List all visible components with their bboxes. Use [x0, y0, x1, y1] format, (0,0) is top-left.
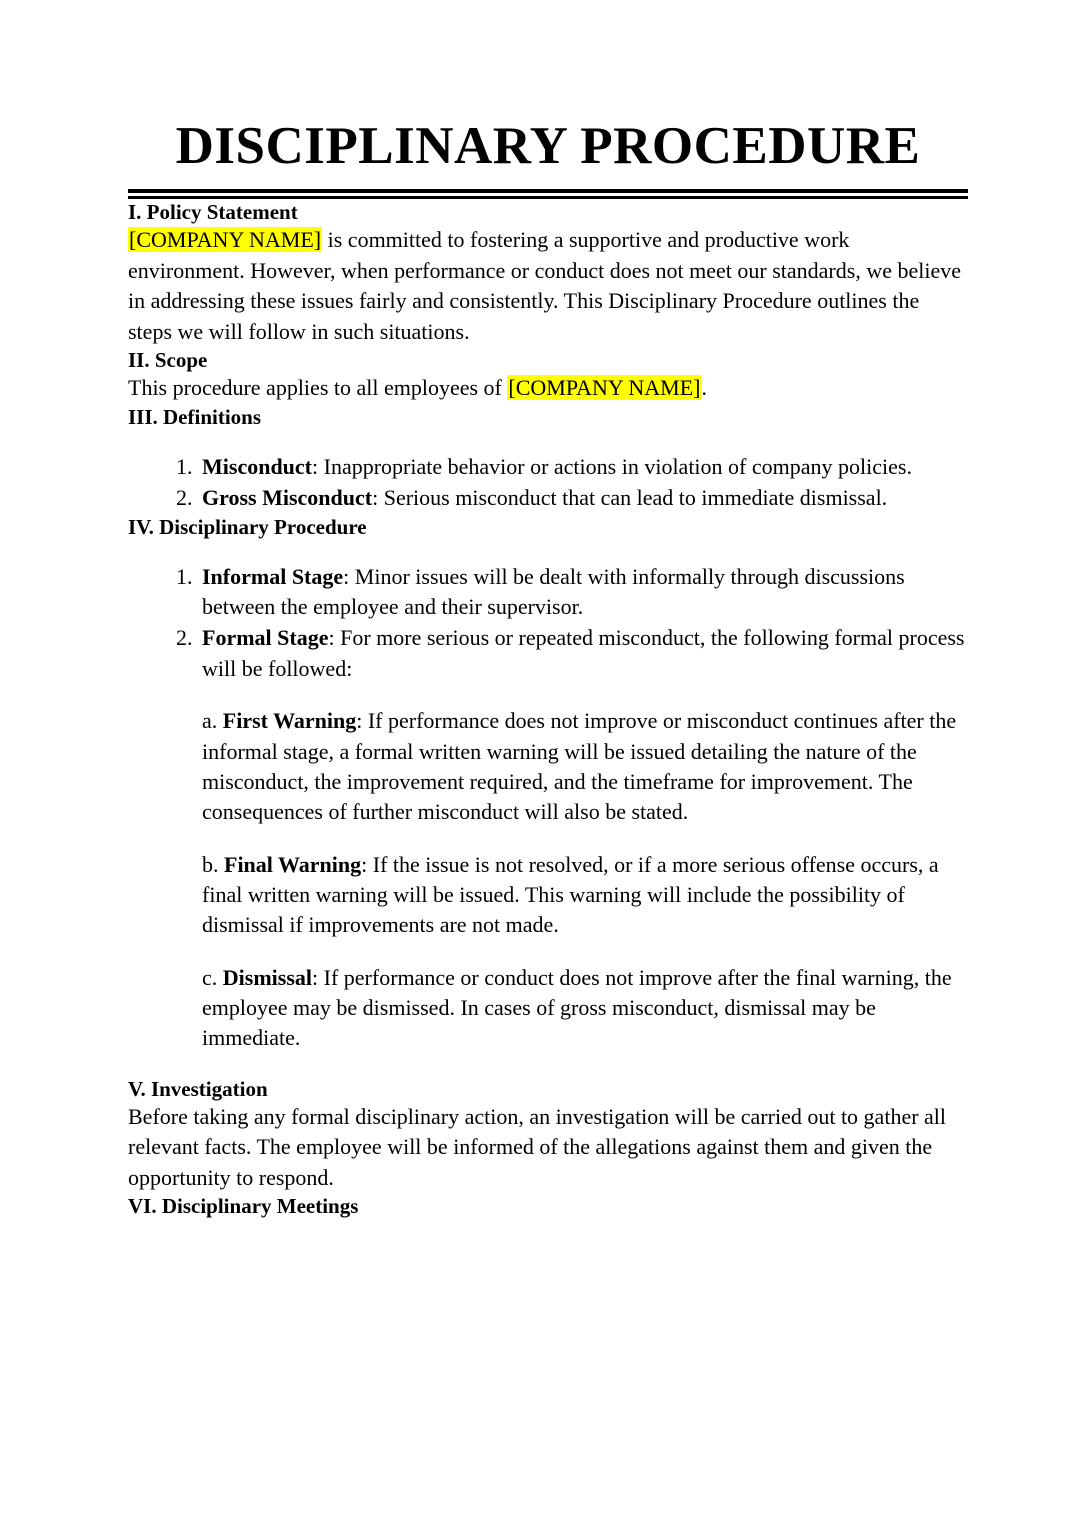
section-heading-scope: II. Scope	[128, 347, 208, 372]
list-item	[198, 452, 968, 482]
document-content	[128, 0, 968, 1219]
paragraph-scope-text-after: .	[701, 375, 708, 401]
section-heading-investigation: V. Investigation	[128, 1076, 268, 1101]
list-item-text: : Inappropriate behavior or actions in violation of company policies.	[312, 453, 912, 479]
paragraph-scope	[128, 373, 968, 403]
paragraph-investigation: Before taking any formal disciplinary action, an investigation will be carried out to gather all relevant facts. The employee will be informed of the allegations against them and given the opportunity to respond.	[128, 1104, 947, 1190]
paragraph-policy-statement-text: is committed to fostering a supportive and productive work environment. However, when performance or conduct does not meet our standards, we believe in addressing these issues fairly and consistently. This Disciplinary Procedure outlines the steps we will follow in such situations.	[128, 227, 961, 344]
sub-item-label: a.	[202, 708, 223, 734]
sub-item-term: First Warning	[222, 708, 357, 734]
sub-item-term: Final Warning	[224, 851, 362, 877]
title-divider	[128, 189, 968, 199]
paragraph-policy-statement	[128, 225, 968, 346]
list-item-term: Informal Stage	[202, 563, 344, 589]
sub-item-dismissal	[202, 963, 968, 1054]
sub-item-label: b.	[202, 851, 224, 877]
list-item-term: Formal Stage	[202, 625, 329, 651]
section-heading-definitions: III. Definitions	[128, 404, 262, 429]
definitions-list	[128, 452, 968, 514]
list-item-term: Gross Misconduct	[202, 485, 373, 511]
paragraph-scope-text-before: This procedure applies to all employees of	[128, 375, 508, 401]
sub-item-text: : If performance does not improve or misconduct continues after the informal stage, a formal written warning will be issued detailing the nature of the misconduct, the improvement required, and the timeframe for improvement. The consequences of further misconduct will also be stated.	[202, 708, 957, 825]
disciplinary-procedure-list	[128, 562, 968, 684]
list-item	[198, 562, 968, 623]
list-item-term: Misconduct	[202, 453, 312, 479]
list-item-text: : For more serious or repeated misconduct, the following formal process will be followed:	[202, 625, 965, 681]
section-heading-policy-statement: I. Policy Statement	[128, 200, 298, 225]
sub-item-text: : If the issue is not resolved, or if a more serious offense occurs, a final written warning will be issued. This warning will include the possibility of dismissal if improvements are not made.	[202, 851, 939, 938]
company-name-placeholder: [COMPANY NAME]	[508, 375, 701, 401]
page-title: DISCIPLINARY PROCEDURE	[175, 117, 921, 175]
sub-item-final-warning	[202, 850, 968, 941]
list-item-text: : Serious misconduct that can lead to immediate dismissal.	[372, 485, 888, 511]
sub-item-first-warning	[202, 706, 968, 827]
company-name-placeholder: [COMPANY NAME]	[129, 227, 322, 253]
sub-item-term: Dismissal	[222, 964, 313, 990]
sub-item-text: : If performance or conduct does not improve after the final warning, the employee may be dismissed. In cases of gross misconduct, dismissal may be immediate.	[202, 964, 952, 1051]
list-item-text: : Minor issues will be dealt with informally through discussions between the employee and their supervisor.	[202, 563, 905, 620]
section-heading-disciplinary-meetings: VI. Disciplinary Meetings	[128, 1194, 359, 1219]
list-item	[198, 623, 968, 684]
sub-item-label: c.	[202, 964, 223, 990]
list-item	[198, 483, 968, 513]
section-heading-disciplinary-procedure: IV. Disciplinary Procedure	[128, 514, 367, 539]
